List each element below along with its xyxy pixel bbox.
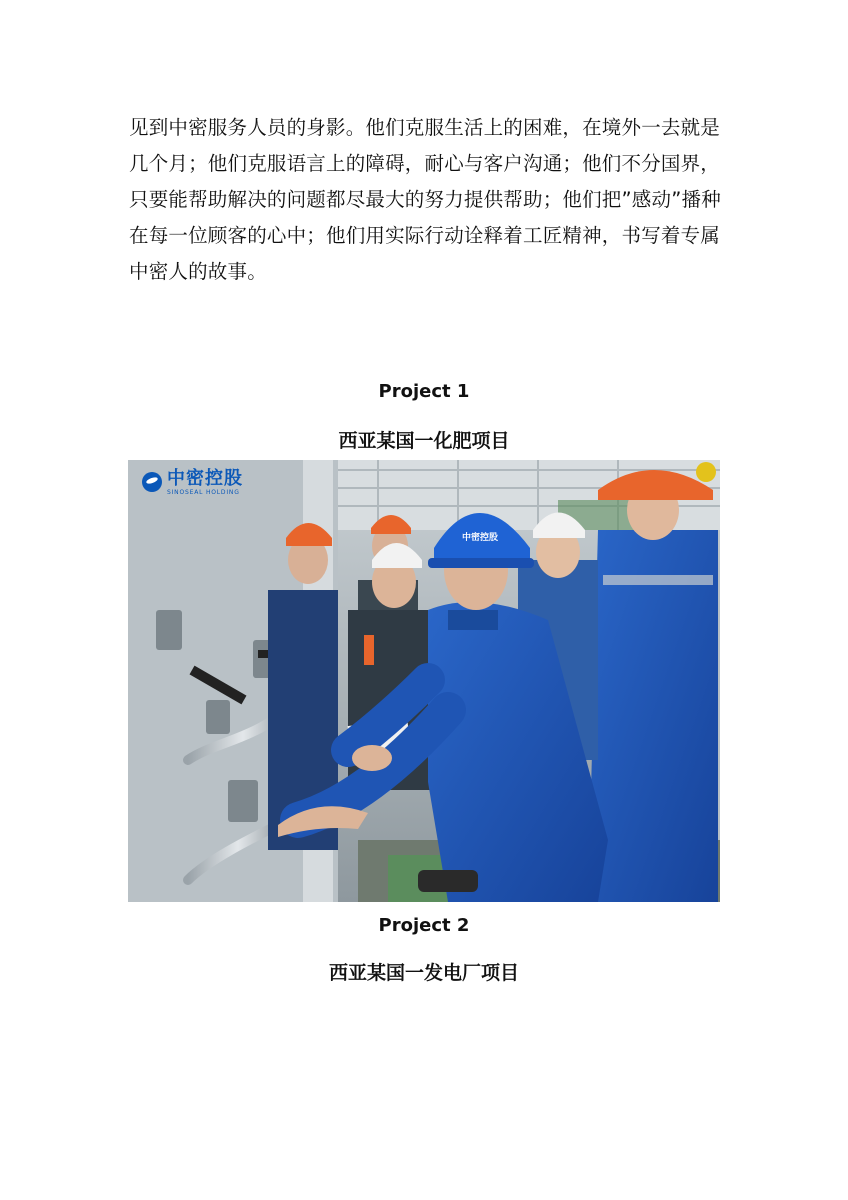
paragraph-line: 几个月；他们克服语言上的障碍，耐心与客户沟通；他们不分国界， (129, 152, 721, 175)
helmet-logo-text: 中密控股 (462, 533, 499, 543)
paragraph-line: 中密人的故事。 (129, 260, 267, 283)
logo-chinese-text: 中密控股 (167, 468, 243, 489)
paragraph-line: 在每一位顾客的心中；他们用实际行动诠释着工匠精神，书写着专属 (129, 224, 721, 247)
project-1-label: Project 1 (378, 381, 470, 402)
body-paragraph (129, 110, 721, 290)
logo-mark-icon (142, 472, 162, 492)
project-1-photo (128, 460, 720, 902)
company-logo (142, 470, 243, 496)
logo-english-text: SINOSEAL HOLDING (167, 489, 240, 496)
photo-illustration (128, 460, 720, 902)
project-1-title: 西亚某国一化肥项目 (338, 430, 510, 452)
paragraph-line: 只要能帮助解决的问题都尽最大的努力提供帮助；他们把”感动”播种 (129, 188, 721, 211)
project-2-title: 西亚某国一发电厂项目 (328, 962, 519, 984)
paragraph-line: 见到中密服务人员的身影。他们克服生活上的困难，在境外一去就是 (129, 116, 721, 139)
project-2-label: Project 2 (378, 915, 470, 936)
